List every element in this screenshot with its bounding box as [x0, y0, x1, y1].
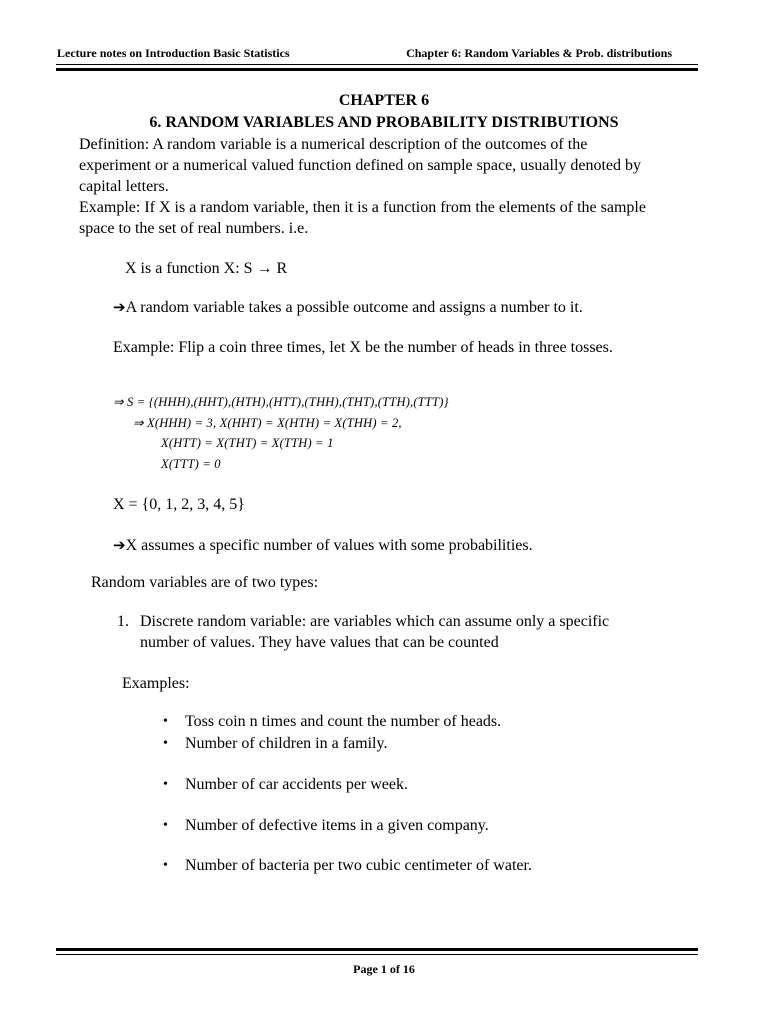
header-right: Chapter 6: Random Variables & Prob. distributions — [406, 46, 672, 60]
list-item — [163, 815, 489, 836]
arrow-icon: ➔ — [113, 298, 126, 316]
footer-rule-thin — [56, 954, 698, 955]
example-paragraph: Example: If X is a random variable, then it is a function from the elements of the sample space to the set of real numbers. i.e. — [79, 199, 646, 237]
arrow-note-2 — [113, 535, 533, 556]
list-item — [163, 733, 388, 754]
bullet-text: Toss coin n times and count the number of heads. — [185, 713, 502, 730]
bullet-icon: • — [163, 858, 168, 873]
page-number: Page 1 of 16 — [353, 962, 415, 976]
examples-label: Examples: — [122, 675, 190, 692]
math-line-3: X(HTT) = X(THT) = X(TTH) = 1 — [161, 436, 334, 450]
footer-rule-thick — [56, 948, 698, 951]
chapter-number: CHAPTER 6 — [338, 92, 430, 109]
list-item-text: Discrete random variable: are variables which can assume only a specific number of values. They have values that can be counted — [140, 613, 610, 651]
types-intro: Random variables are of two types: — [91, 574, 319, 591]
header-left: Lecture notes on Introduction Basic Statistics — [57, 46, 290, 60]
list-item-number: 1. — [117, 613, 129, 630]
arrow-note-1-text: A random variable takes a possible outcome and assigns a number to it. — [125, 299, 583, 316]
arrow-icon: ➔ — [113, 536, 126, 554]
coin-example-paragraph: Example: Flip a coin three times, let X be the number of heads in three tosses. — [113, 339, 613, 356]
arrow-note-2-text: X assumes a specific number of values with some probabilities. — [125, 537, 533, 554]
header-rule-thick — [56, 68, 698, 71]
chapter-title: 6. RANDOM VARIABLES AND PROBABILITY DISTRIBUTIONS — [149, 114, 619, 131]
bullet-text: Number of car accidents per week. — [185, 776, 408, 793]
sample-space-line: ⇒ S = {(HHH),(HHT),(HTH),(HTT),(THH),(THT),(TTH),(TTT)} — [113, 395, 449, 409]
math-line-4: X(TTT) = 0 — [161, 457, 221, 471]
bullet-text: Number of bacteria per two cubic centimeter of water. — [185, 857, 532, 874]
arrow-note-1 — [113, 297, 583, 318]
function-line: X is a function X: S → R — [125, 260, 288, 277]
x-set-line: X = {0, 1, 2, 3, 4, 5} — [113, 496, 245, 513]
bullet-text: Number of defective items in a given company. — [185, 817, 489, 834]
bullet-text: Number of children in a family. — [185, 735, 388, 752]
math-line-2: ⇒ X(HHH) = 3, X(HHT) = X(HTH) = X(THH) = 2, — [133, 416, 402, 430]
list-item — [163, 774, 408, 795]
bullet-icon: • — [163, 818, 168, 833]
list-item — [163, 855, 532, 876]
bullet-icon: • — [163, 714, 168, 729]
bullet-icon: • — [163, 777, 168, 792]
list-item — [163, 711, 502, 732]
bullet-icon: • — [163, 736, 168, 751]
header-rule-thin — [56, 64, 698, 65]
definition-paragraph: Definition: A random variable is a numerical description of the outcomes of the experiment or a numerical valued function defined on sample space, usually denoted by capital letters. — [79, 136, 642, 195]
